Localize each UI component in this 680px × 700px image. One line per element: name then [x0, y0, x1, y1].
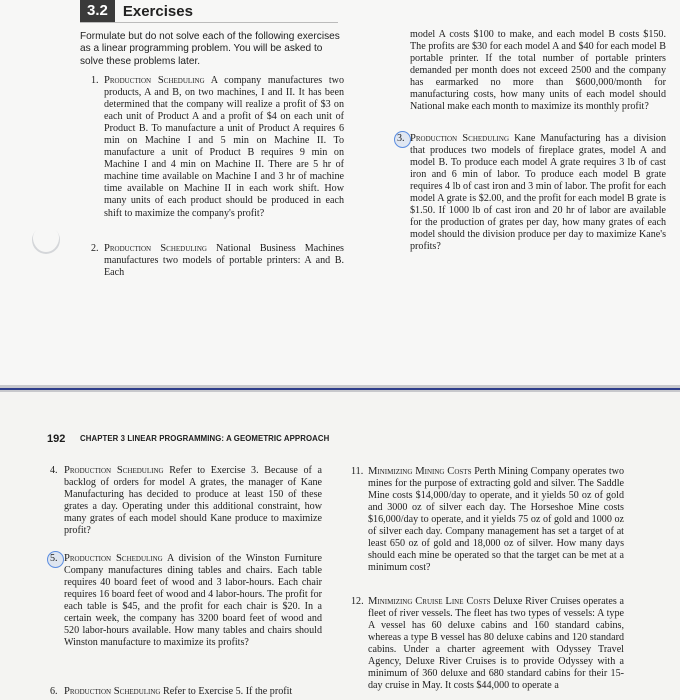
exercise-text: Refer to Exercise 3. Because of a backlog of orders for model A grates, the manager of Kane Manufacturing has decided to produce at least 150 of these grates a day. Operating under this additional constraint, how many grates of each model should Kane produce to maximize profit?: [64, 465, 322, 537]
exercise-number: 5.: [50, 553, 58, 564]
exercise-heading: Production Scheduling: [64, 465, 164, 476]
exercise-heading: Production Scheduling: [104, 243, 207, 254]
exercise-text: Kane Manufacturing has a division that produces two models of fireplace grates, model A and model B. To produce each model A grate requires 3 lb of cast iron and 6 min of labor. To produce each model B grate requires 4 lb of cast iron and 3 min of labor. The profit for each model A grate is $2.00, and the profit for each model B grate is $1.50. If 1000 lb of cast iron and 20 hr of labor are available for the production of grates per day, how many grates of each model should the division produce per day to maximize Kane's profits?: [410, 133, 666, 253]
page-number: 192: [47, 433, 66, 445]
exercise-number: 3.: [397, 133, 405, 144]
exercise-heading: Production Scheduling: [410, 133, 510, 144]
exercise-number: 6.: [50, 686, 58, 697]
exercise-11: [351, 466, 625, 574]
exercise-number: 12.: [351, 596, 364, 607]
exercise-text: A company manufactures two products, A and B, on two machines, I and II. It has been determined that the company will realize a profit of $3 on each unit of Product A and a profit of $4 on each unit of Product B. To manufacture a unit of Product A requires 6 min on Machine I and 5 min on Machine II. To manufacture a unit of Product B requires 9 min on Machine I and 4 min on Machine II. There are 5 hr of machine time available on Machine I and 3 hr of machine time available on Machine II in each work shift. How many units of each product should be produced in each shift to maximize the company's profit?: [104, 75, 345, 219]
exercise-heading: Production Scheduling: [104, 75, 205, 86]
exercise-text: Refer to Exercise 5. If the profit: [163, 686, 293, 697]
exercise-heading: Minimizing Mining Costs: [368, 466, 472, 477]
section-title: Exercises: [122, 2, 193, 20]
exercise-heading: Minimizing Cruise Line Costs: [368, 596, 491, 607]
chapter-header: CHAPTER 3 LINEAR PROGRAMMING: A GEOMETRIC APPROACH: [80, 434, 330, 443]
exercise-number: 11.: [351, 466, 364, 477]
exercise-heading: Production Scheduling: [64, 686, 161, 697]
exercise-1: [91, 75, 345, 220]
exercise-number: 1.: [91, 75, 99, 86]
exercise-2-continued: model A costs $100 to make, and each model B costs $150. The profits are $30 for each model A and $40 for each model B portable printer. If the total number of portable printers demanded per month does not exceed 2500 and the company has earmarked no more than $600,000/month for manufacturing costs, how many units of each model should National make each month to maximize its monthly profit?: [410, 29, 666, 113]
section-rule: [80, 22, 338, 23]
section-header: [80, 0, 193, 22]
exercise-text: A division of the Winston Furniture Company manufactures dining tables and chairs. Each table requires 40 board feet of wood and 3 labor-hours. Each chair requires 16 board feet of wood and 4 labor-hours. The profit for each table is $45, and the profit for each chair is $20. In a certain week, the company has 3200 board feet of wood and 520 labor-hours available. How many tables and chairs should Winston manufacture to maximize its profits?: [64, 553, 322, 649]
separator-line: [0, 388, 680, 390]
exercise-12: [351, 596, 624, 692]
exercise-number: 4.: [50, 465, 58, 476]
exercise-3: [397, 133, 666, 253]
exercise-text: National Business Machines manufactures two models of portable printers: A and B. Each: [104, 243, 344, 279]
exercise-4: [50, 465, 322, 537]
exercise-5: [50, 553, 322, 649]
intro-text: Formulate but do not solve each of the following exercises as a linear programming problem. You will be asked to solve these problems later.: [80, 31, 340, 67]
exercise-number: 2.: [91, 243, 99, 254]
exercise-text: Perth Mining Company operates two mines for the purpose of extracting gold and silver. The Saddle Mine costs $14,000/day to operate, and it yields 50 oz of gold and 3000 oz of silver each day. The Horseshoe Mine costs $16,000/day to operate, and it yields 75 oz of gold and 1000 oz of silver each day. Company management has set a target of at least 650 oz of gold and 18,000 oz of silver. How many days should each mine be operated so that the target can be met at a minimum cost?: [368, 466, 625, 574]
section-number: 3.2: [80, 0, 115, 23]
exercise-6: [50, 686, 322, 698]
margin-mark: [26, 220, 66, 260]
exercise-text: Deluxe River Cruises operates a fleet of river vessels. The fleet has two types of vessels: A type A vessel has 60 deluxe cabins and 160 standard cabins, whereas a type B vessel has 80 deluxe cabins and 120 standard cabins. Under a charter agreement with Odyssey Travel Agency, Deluxe River Cruises is to provide Odyssey with a minimum of 360 deluxe and 680 standard cabins for their 15-day cruise in May. It costs $44,000 to operate a: [368, 596, 624, 692]
exercise-heading: Production Scheduling: [64, 553, 163, 564]
exercise-2: [91, 243, 344, 279]
